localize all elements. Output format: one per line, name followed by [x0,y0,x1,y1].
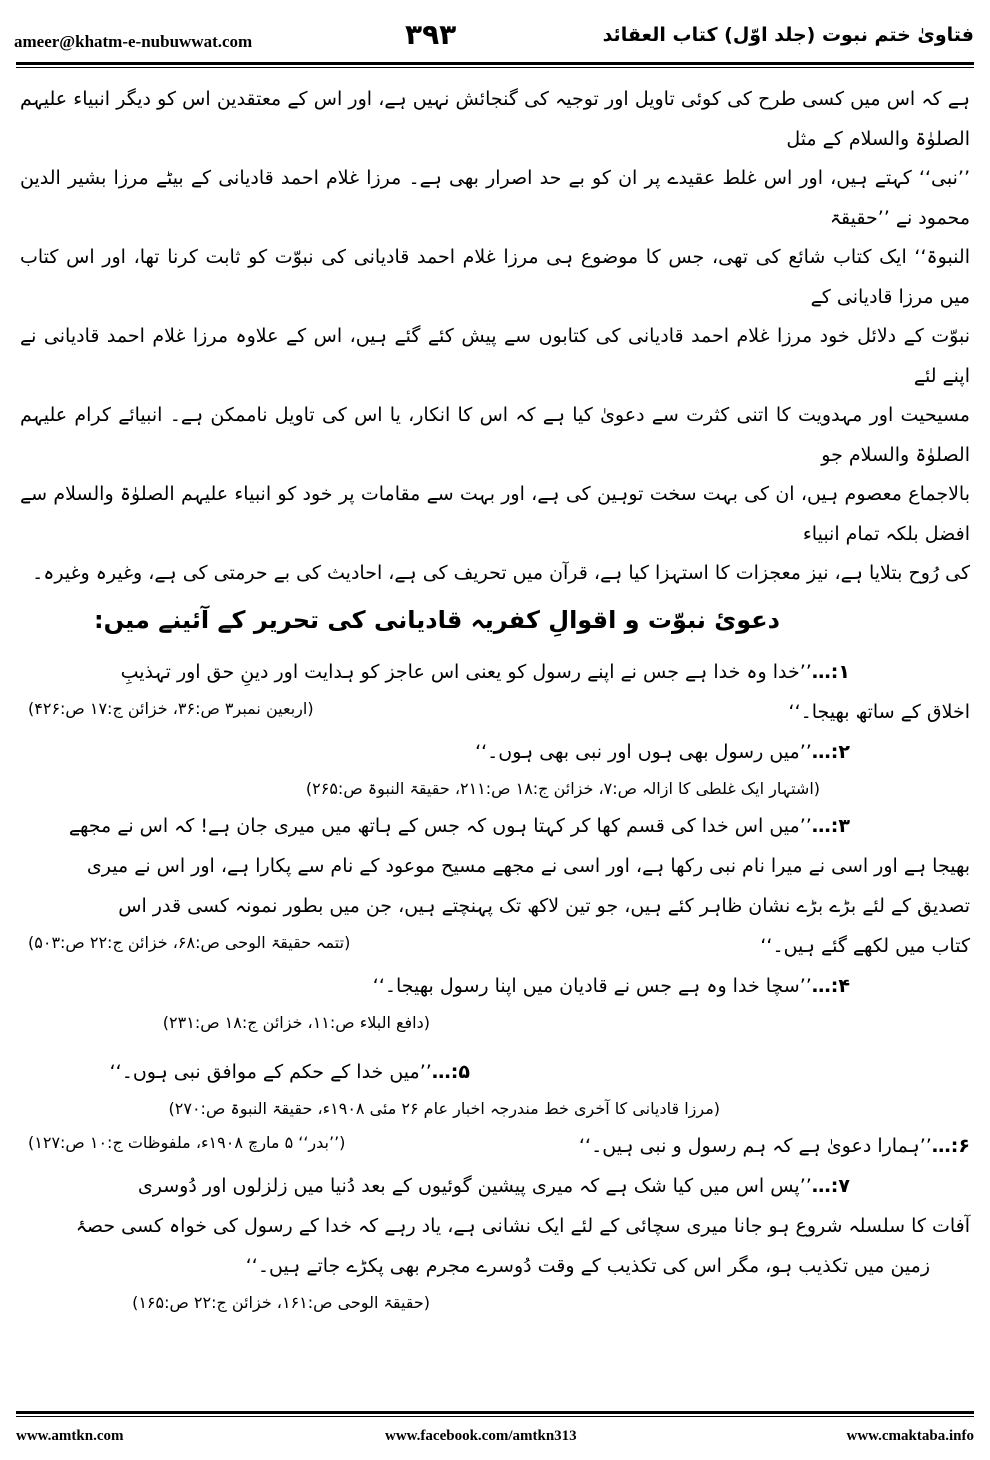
quote-line: اخلاق کے ساتھ بھیجا۔‘‘ [788,700,970,723]
intro-line: کی رُوح بتلایا ہے، نیز معجزات کا استہزا کیا ہے، قرآن میں تحریف کی ہے، احادیث کی بے حرمتی کی ہے، وغیرہ وغیرہ۔ [32,562,970,584]
quote-4 [20,966,970,1040]
quote-line: آفات کا سلسلہ شروع ہو جانا میری سچائی کے لئے ایک نشانی ہے، یاد رہے کہ خدا کے رسول کی خواہ کسی حصۂ [75,1214,970,1237]
quote-3 [20,806,970,966]
quote-7 [20,1166,970,1320]
quote-number: ۷:… [811,1174,850,1197]
intro-line: نبوّت کے دلائل خود مرزا غلام احمد قادیانی کی کتابوں سے پیش کئے گئے ہیں، اس کے علاوہ مرزا غلام احمد قادیانی نے اپنے لئے [20,325,970,387]
intro-paragraph [20,80,970,594]
quote-2 [20,732,970,806]
header-rule-thick [16,62,974,65]
quote-reference: (دافع البلاء ص:۱۱، خزائن ج:۱۸ ص:۲۳۱) [162,1012,430,1032]
footer-rule-thin [16,1416,974,1417]
intro-line: مسیحیت اور مہدویت کا اتنی کثرت سے دعویٰ کیا ہے کہ اس کا انکار، یا اس کی تاویل ناممکن ہے۔ انبیائے کرام علیہم الصلوٰۃ والسلام جو [20,404,970,466]
quote-line: ’’میں رسول بھی ہوں اور نبی بھی ہوں۔‘‘ [475,740,812,763]
quote-reference: (اشتہار ایک غلطی کا ازالہ ص:۷، خزائن ج:۱۸ ص:۲۱۱، حقیقۃ النبوۃ ص:۲۶۵) [305,778,820,798]
intro-line: ’’نبی‘‘ کہتے ہیں، اور اس غلط عقیدے پر ان کو بے حد اصرار بھی ہے۔ مرزا غلام احمد قادیانی کے بیٹے مرزا بشیر الدین محمود نے ’’حقیقۃ [20,167,970,229]
intro-line: النبوۃ‘‘ ایک کتاب شائع کی تھی، جس کا موضوع ہی مرزا غلام احمد قادیانی کی نبوّت کو ثابت کرنا تھا، اور اس کتاب میں مرزا قادیانی کے [20,246,970,308]
quote-line: ’’خدا وہ خدا ہے جس نے اپنے رسول کو یعنی اس عاجز کو ہدایت اور دینِ حق اور تہذیبِ [120,660,812,683]
quote-line: ’’ہمارا دعویٰ ہے کہ ہم رسول و نبی ہیں۔‘‘ [579,1134,932,1157]
quote-1 [20,652,970,732]
quote-line: ’’سچا خدا وہ ہے جس نے قادیان میں اپنا رسول بھیجا۔‘‘ [372,974,812,997]
quote-number: ۴:… [811,974,850,997]
page-header [0,16,990,56]
quote-number: ۵:… [431,1060,470,1083]
quote-5 [20,1052,970,1126]
footer-rule-thick [16,1411,974,1414]
footer-link-amtkn[interactable]: www.amtkn.com [16,1428,124,1444]
quote-reference: (’’بدر‘‘ ۵ مارچ ۱۹۰۸ء، ملفوظات ج:۱۰ ص:۱۲۷) [28,1132,346,1152]
quote-reference: (اربعین نمبر۳ ص:۳۶، خزائن ج:۱۷ ص:۴۲۶) [28,698,314,718]
header-rule-thin [16,67,974,68]
book-title: فتاویٰ ختم نبوت (جلد اوّل) کتاب العقائد [602,24,974,46]
page-body [20,80,970,1320]
header-email: ameer@khatm-e-nubuwwat.com [14,32,253,51]
intro-line: ہے کہ اس میں کسی طرح کی کوئی تاویل اور توجیہ کی گنجائش نہیں ہے، اور اس کے معتقدین اس کو دیگر انبیاء علیہم الصلوٰۃ والسلام کے مثل [20,88,970,150]
section-heading: دعویٔ نبوّت و اقوالِ کفریہ قادیانی کی تحریر کے آئینے میں: [93,605,780,634]
page-number: ۳۹۳ [405,18,457,51]
footer-link-cmaktaba[interactable]: www.cmaktaba.info [846,1428,974,1444]
quote-line: کتاب میں لکھے گئے ہیں۔‘‘ [760,934,970,957]
quote-reference: (حقیقۃ الوحی ص:۱۶۱، خزائن ج:۲۲ ص:۱۶۵) [132,1292,430,1312]
quote-line: تصدیق کے لئے بڑے بڑے نشان ظاہر کئے ہیں، جو تین لاکھ تک پہنچتے ہیں، جن میں بطور نمونہ کسی قدر اس [118,894,970,917]
quote-line: ’’میں خدا کے حکم کے موافق نبی ہوں۔‘‘ [109,1060,432,1083]
quote-number: ۶:… [931,1134,970,1157]
quote-line: بھیجا ہے اور اسی نے میرا نام نبی رکھا ہے، اور اسی نے مجھے مسیح موعود کے نام سے پکارا ہے، اور اس نے میری [86,854,970,877]
intro-line: بالاجماع معصوم ہیں، ان کی بہت سخت توہین کی ہے، اور بہت سے مقامات پر خود کو انبیاء علیہم الصلوٰۃ والسلام سے افضل بلکہ تمام انبیاء [20,483,970,545]
quote-number: ۱:… [811,660,850,683]
quote-line: ’’پس اس میں کیا شک ہے کہ میری پیشین گوئیوں کے بعد دُنیا میں زلزلوں اور دُوسری [137,1174,812,1197]
quote-line: ’’میں اس خدا کی قسم کھا کر کہتا ہوں کہ جس کے ہاتھ میں میری جان ہے! کہ اس نے مجھے [68,814,812,837]
footer-link-facebook[interactable]: www.facebook.com/amtkn313 [385,1428,577,1444]
quote-6 [20,1126,970,1166]
quote-line: زمین میں تکذیب ہو، مگر اس کی تکذیب کے وقت دُوسرے مجرم بھی پکڑے جاتے ہیں۔‘‘ [245,1254,930,1277]
quote-number: ۳:… [811,814,850,837]
quote-reference: (تتمہ حقیقۃ الوحی ص:۶۸، خزائن ج:۲۲ ص:۵۰۳) [28,932,351,952]
quote-reference: (مرزا قادیانی کا آخری خط مندرجہ اخبار عام ۲۶ مئی ۱۹۰۸ء، حقیقۃ النبوۃ ص:۲۷۰) [168,1098,720,1118]
quote-number: ۲:… [811,740,850,763]
